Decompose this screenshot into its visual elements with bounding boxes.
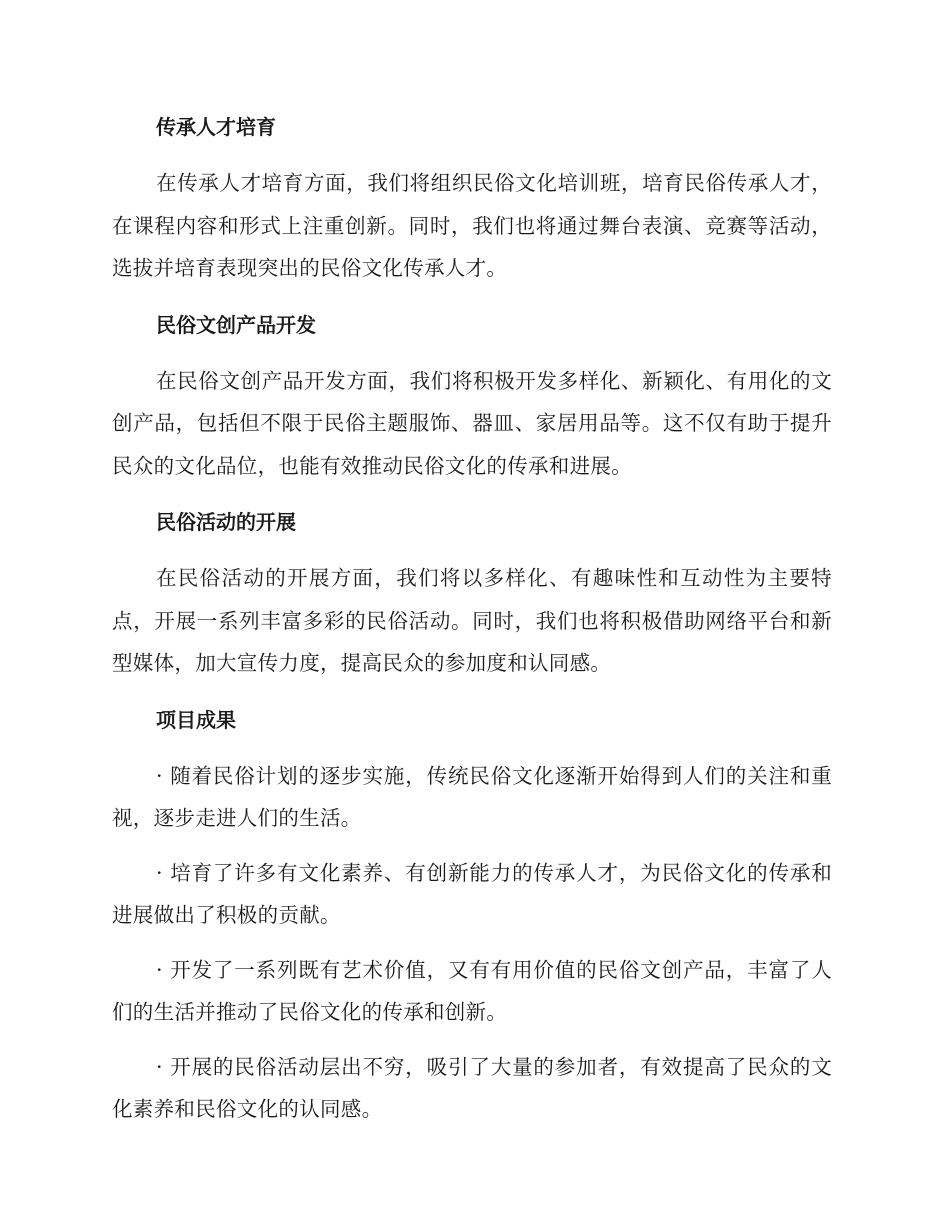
document-page xyxy=(112,108,832,1131)
section-heading-activities: 民俗活动的开展 xyxy=(156,510,296,534)
section-heading-products: 民俗文创产品开发 xyxy=(156,312,316,337)
result-bullet: · 培育了许多有文化素养、有创新能力的传承人才，为民俗文化的传承和进展做出了积极的贡献。 xyxy=(112,860,832,927)
section-body-talent: 在传承人才培育方面，我们将组织民俗文化培训班，培育民俗传承人才，在课程内容和形式上注重创新。同时，我们也将通过舞台表演、竞赛等活动，选拔并培育表现突出的民俗文化传承人才。 xyxy=(112,171,832,280)
section-body-products: 在民俗文创产品开发方面，我们将积极开发多样化、新颖化、有用化的文创产品，包括但不限于民俗主题服饰、器皿、家居用品等。这不仅有助于提升民众的文化品位，也能有效推动民俗文化的传承和进展。 xyxy=(112,368,832,478)
section-heading-results: 项目成果 xyxy=(156,707,236,732)
section-body-activities: 在民俗活动的开展方面，我们将以多样化、有趣味性和互动性为主要特点，开展一系列丰富多彩的民俗活动。同时，我们也将积极借助网络平台和新型媒体，加大宣传力度，提高民众的参加度和认同感。 xyxy=(112,566,832,675)
section-heading-talent: 传承人才培育 xyxy=(156,115,276,139)
result-bullet: · 随着民俗计划的逐步实施，传统民俗文化逐渐开始得到人们的关注和重视，逐步走进人们的生活。 xyxy=(112,763,832,830)
result-bullet: · 开展的民俗活动层出不穷，吸引了大量的参加者，有效提高了民众的文化素养和民俗文化的认同感。 xyxy=(112,1054,832,1121)
result-bullet: · 开发了一系列既有艺术价值，又有有用价值的民俗文创产品，丰富了人们的生活并推动了民俗文化的传承和创新。 xyxy=(112,957,832,1024)
